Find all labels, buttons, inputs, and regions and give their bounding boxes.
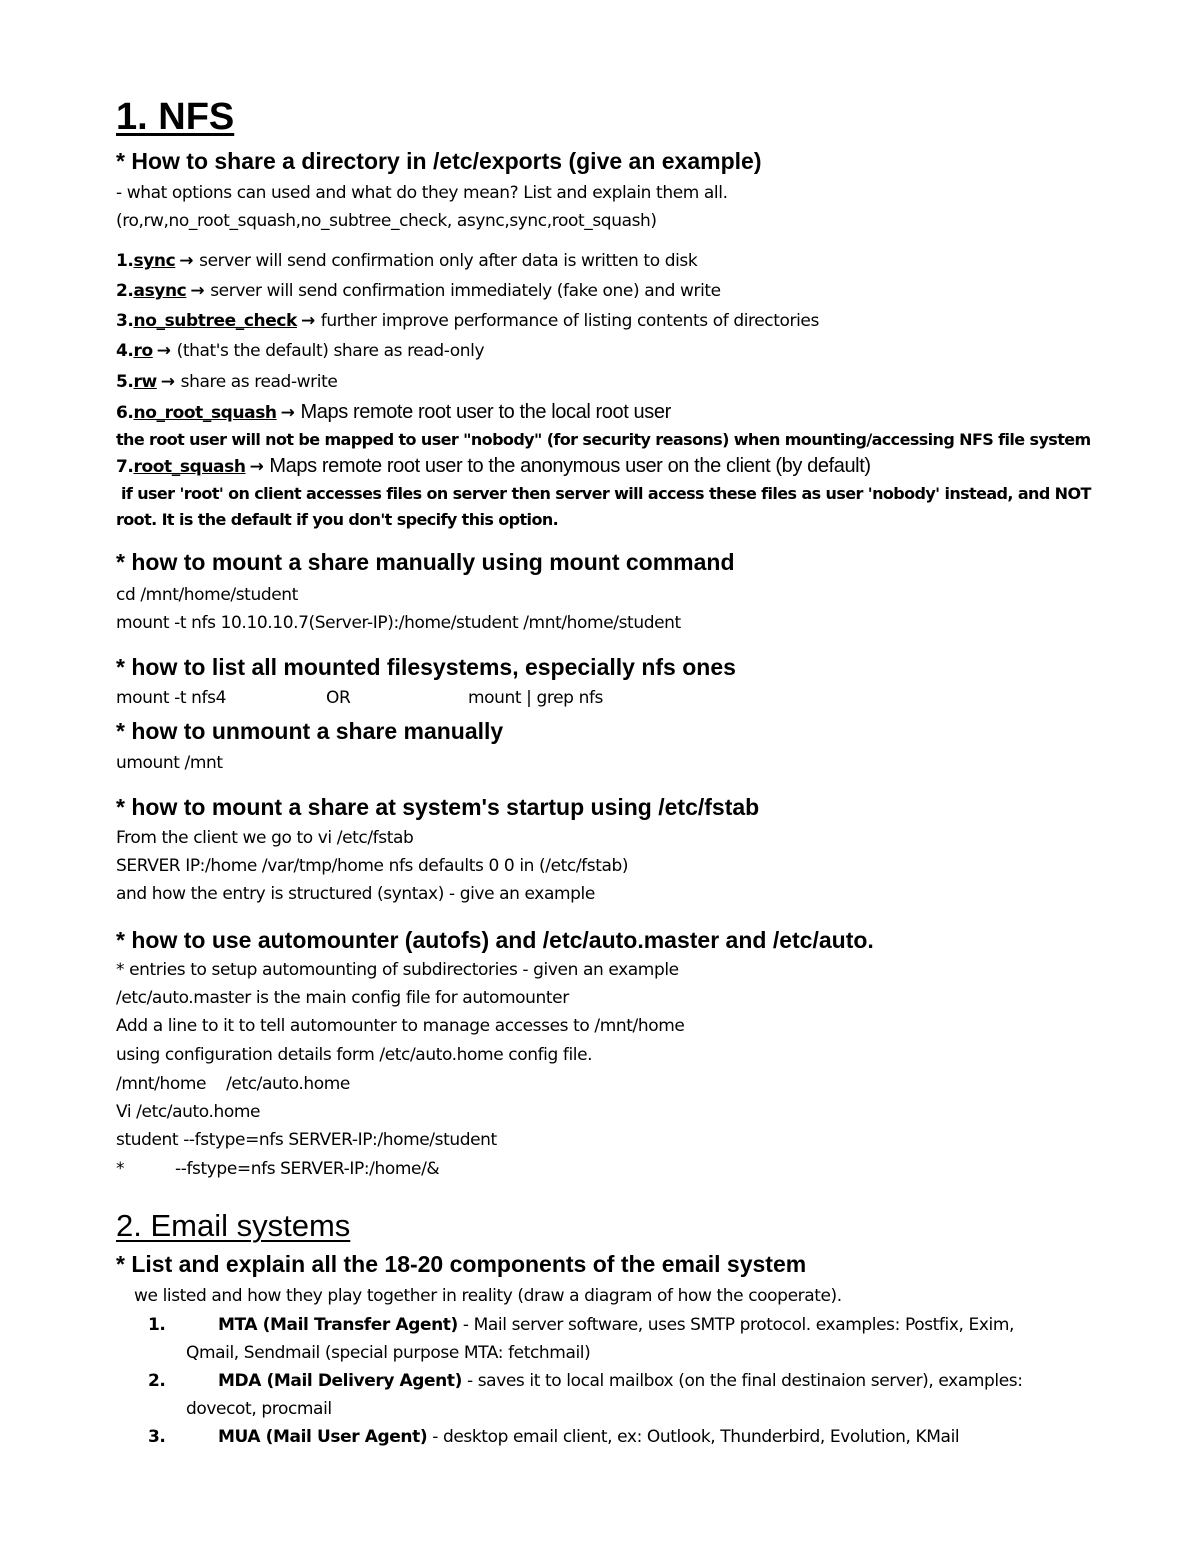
autofs-wildcard-star: * [116,1159,125,1179]
autofs-line: /mnt/home /etc/auto.home [116,1074,350,1094]
option-item: 5.rw → share as read-write [116,372,338,392]
root-squash-note-line1: if user 'root' on client accesses files on server then server will access these files as user 'nobody' instead, and NOT [121,484,1091,503]
no-root-squash-note: the root user will not be mapped to user "nobody" (for security reasons) when mounting/accessing NFS file system [116,430,1091,449]
email-component-continuation: Qmail, Sendmail (special purpose MTA: fetchmail) [186,1343,591,1363]
autofs-line: /etc/auto.master is the main config file for automounter [116,988,569,1008]
autofs-line: using configuration details form /etc/auto.home config file. [116,1045,593,1065]
question-fstab: * how to mount a share at system's startup using /etc/fstab [116,794,760,820]
question-list-mounted: * how to list all mounted filesystems, especially nfs ones [116,654,736,680]
arrow-right-icon: → [280,403,295,423]
email-intro: we listed and how they play together in reality (draw a diagram of how the cooperate). [134,1286,842,1306]
arrow-right-icon: → [179,251,194,271]
section-title-nfs: 1. NFS [116,96,235,138]
option-item: 7.root_squash → Maps remote root user to the anonymous user on the client (by default) [116,455,871,477]
option-item: 2.async → server will send confirmation immediately (fake one) and write [116,281,721,301]
mount-line: mount -t nfs 10.10.10.7(Server-IP):/home/student /mnt/home/student [116,613,681,633]
mount-line: cd /mnt/home/student [116,585,298,605]
autofs-line: Add a line to it to tell automounter to manage accesses to /mnt/home [116,1016,685,1036]
email-component-continuation: dovecot, procmail [186,1399,332,1419]
arrow-right-icon: → [156,341,171,361]
question-unmount: * how to unmount a share manually [116,718,504,744]
email-component-item: 3. MUA (Mail User Agent) - desktop email client, ex: Outlook, Thunderbird, Evolution, KMail [148,1427,960,1447]
autofs-line: student --fstype=nfs SERVER-IP:/home/student [116,1130,497,1150]
question-mount: * how to mount a share manually using mount command [116,549,735,575]
section-title-email: 2. Email systems [116,1208,351,1243]
email-component-item: 2. MDA (Mail Delivery Agent) - saves it to local mailbox (on the final destinaion server), examples: [148,1371,1023,1391]
option-item: 3.no_subtree_check → further improve performance of listing contents of directories [116,311,819,331]
question-exports: * How to share a directory in /etc/exports (give an example) [116,148,762,174]
arrow-right-icon: → [160,372,175,392]
option-item: 1.sync → server will send confirmation only after data is written to disk [116,251,698,271]
list-or: OR [326,688,351,708]
unmount-line: umount /mnt [116,753,223,773]
options-list: (ro,rw,no_root_squash,no_subtree_check, async,sync,root_squash) [116,211,657,231]
question-email-components: * List and explain all the 18-20 components of the email system [116,1251,807,1277]
fstab-line: and how the entry is structured (syntax) - give an example [116,884,595,904]
option-item: 4.ro → (that's the default) share as read-only [116,341,485,361]
arrow-right-icon: → [249,457,264,477]
email-component-item: 1. MTA (Mail Transfer Agent) - Mail server software, uses SMTP protocol. examples: Postfix, Exim, [148,1315,1014,1335]
list-command-a: mount -t nfs4 [116,688,227,708]
fstab-line: SERVER IP:/home /var/tmp/home nfs defaults 0 0 in (/etc/fstab) [116,856,629,876]
question-autofs: * how to use automounter (autofs) and /etc/auto.master and /etc/auto. [116,927,874,953]
root-squash-note-line2: root. It is the default if you don't specify this option. [116,510,559,529]
autofs-line: * entries to setup automounting of subdirectories - given an example [116,960,679,980]
list-command-b: mount | grep nfs [468,688,603,708]
fstab-line: From the client we go to vi /etc/fstab [116,828,414,848]
autofs-line: Vi /etc/auto.home [116,1102,261,1122]
autofs-wildcard-line: --fstype=nfs SERVER-IP:/home/& [175,1159,440,1179]
option-item: 6.no_root_squash → Maps remote root user to the local root user [116,401,671,423]
arrow-right-icon: → [190,281,205,301]
options-question: - what options can used and what do they mean? List and explain them all. [116,183,728,203]
arrow-right-icon: → [300,311,315,331]
